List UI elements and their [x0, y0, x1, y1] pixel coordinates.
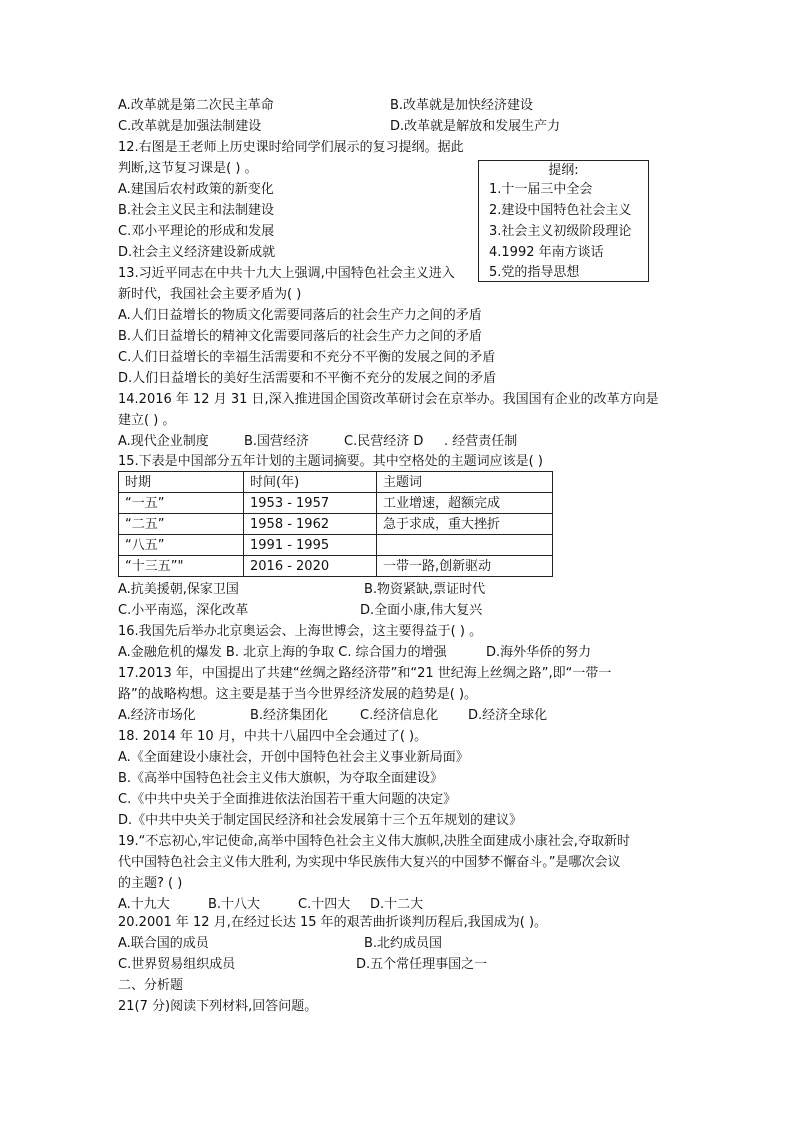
- table-cell: 1991 - 1995: [244, 535, 377, 556]
- q19-option-d: D.十二大: [370, 897, 424, 912]
- q15-stem: 15.下表是中国部分五年计划的主题词摘要。其中空格处的主题词应该是( ): [118, 454, 543, 469]
- q16-stem: 16.我国先后举办北京奥运会、上海世博会，这主要得益于( ) 。: [118, 624, 483, 639]
- q14-stem-line2: 建立( ) 。: [118, 413, 176, 428]
- q11-option-a: A.改革就是第二次民主革命: [118, 98, 274, 113]
- table-header-cell: 主题词: [377, 472, 553, 493]
- q14-option-d: . 经营责任制: [444, 434, 518, 449]
- q13-stem-line1: 13.习近平同志在中共十九大上强调,中国特色社会主义进入: [118, 266, 455, 281]
- q14-stem-line1: 14.2016 年 12 月 31 日,深入推进国企国资改革研讨会在京举办。我国国有企业的改革方向是: [118, 392, 659, 407]
- table-cell: 1953 - 1957: [244, 493, 377, 514]
- q19-stem-line3: 的主题? ( ): [118, 876, 183, 891]
- q16-options-abc: A.金融危机的爆发 B. 北京上海的争取 C. 综合国力的增强: [118, 645, 447, 660]
- q20-option-a: A.联合国的成员: [118, 936, 209, 951]
- q19-option-b: B.十八大: [208, 897, 261, 912]
- table-cell: “八五”: [119, 535, 244, 556]
- table-cell-blank: [377, 535, 553, 556]
- outline-item: 1.十一届三中全会: [489, 182, 593, 197]
- q12-option-a: A.建国后农村政策的新变化: [118, 182, 274, 197]
- q14-option-b: B.国营经济: [244, 434, 310, 449]
- q15-option-d: D.全面小康,伟大复兴: [360, 603, 483, 618]
- q12-option-b: B.社会主义民主和法制建设: [118, 203, 275, 218]
- table-cell: 急于求成，重大挫折: [377, 514, 553, 535]
- outline-item: 4.1992 年南方谈话: [489, 245, 604, 260]
- table-cell: 1958 - 1962: [244, 514, 377, 535]
- q18-option-b: B.《高举中国特色社会主义伟大旗帜，为夺取全面建设》: [118, 771, 444, 786]
- table-cell: 一带一路,创新驱动: [377, 556, 553, 577]
- outline-item: 3.社会主义初级阶段理论: [489, 224, 632, 239]
- q18-stem: 18. 2014 年 10 月，中共十八届四中全会通过了( )。: [118, 729, 428, 744]
- q20-option-c: C.世界贸易组织成员: [118, 957, 236, 972]
- q21-stem: 21(7 分)阅读下列材料,回答问题。: [118, 999, 318, 1014]
- q17-stem-line1: 17.2013 年，中国提出了共建“丝绸之路经济带”和“21 世纪海上丝绸之路”,即“一带一: [118, 666, 612, 681]
- q13-option-c: C.人们日益增长的幸福生活需要和不充分不平衡的发展之间的矛盾: [118, 350, 496, 365]
- outline-title: 提纲:: [548, 163, 579, 178]
- q20-stem: 20.2001 年 12 月,在经过长达 15 年的艰苦曲折谈判历程后,我国成为( )。: [118, 915, 548, 930]
- q12-option-c: C.邓小平理论的形成和发展: [118, 224, 275, 239]
- table-cell: 工业增速，超额完成: [377, 493, 553, 514]
- q17-stem-line2: 路”的战略构想。这主要是基于当今世界经济发展的趋势是( )。: [118, 687, 478, 702]
- q13-stem-line2: 新时代，我国社会主要矛盾为( ): [118, 287, 302, 302]
- q19-option-a: A.十九大: [118, 897, 170, 912]
- section-title: 二、分析题: [118, 978, 184, 993]
- q12-stem-line1: 12.右图是王老师上历史课时给同学们展示的复习提纲。据此: [118, 140, 464, 155]
- q20-option-b: B.北约成员国: [364, 936, 443, 951]
- q13-option-b: B.人们日益增长的精神文化需要同落后的社会生产力之间的矛盾: [118, 329, 483, 344]
- q11-option-c: C.改革就是加强法制建设: [118, 119, 262, 134]
- table-row: [119, 493, 553, 514]
- five-year-plan-table: [118, 471, 553, 577]
- review-outline-box: [478, 160, 649, 282]
- q15-option-a: A.抗美援朝,保家卫国: [118, 582, 239, 597]
- table-row: [119, 535, 553, 556]
- table-row: [119, 556, 553, 577]
- table-row: [119, 514, 553, 535]
- table-cell: 2016 - 2020: [244, 556, 377, 577]
- table-header-cell: 时间(年): [244, 472, 377, 493]
- q18-option-d: D.《中共中央关于制定国民经济和社会发展第十三个五年规划的建议》: [118, 813, 523, 828]
- q18-option-a: A.《全面建设小康社会，开创中国特色社会主义事业新局面》: [118, 750, 469, 765]
- q16-option-d: D.海外华侨的努力: [486, 645, 592, 660]
- q14-option-a: A.现代企业制度: [118, 434, 209, 449]
- q17-option-a: A.经济市场化: [118, 708, 196, 723]
- q18-option-c: C.《中共中央关于全面推进依法治国若干重大问题的决定》: [118, 792, 457, 807]
- q17-option-b: B.经济集团化: [250, 708, 329, 723]
- q15-option-c: C.小平南巡，深化改革: [118, 603, 249, 618]
- q19-stem-line2: 代中国特色社会主义伟大胜利, 为实现中华民族伟大复兴的中国梦不懈奋斗。”是哪次会议: [118, 855, 621, 870]
- q11-option-d: D.改革就是解放和发展生产力: [390, 119, 561, 134]
- q12-stem-line2: 判断,这节复习课是( ) 。: [118, 161, 258, 176]
- q11-option-b: B.改革就是加快经济建设: [390, 98, 534, 113]
- q19-stem-line1: 19.“不忘初心,牢记使命,高举中国特色社会主义伟大旗帜,决胜全面建成小康社会,夺取新时: [118, 834, 630, 849]
- q19-option-c: C.十四大: [298, 897, 351, 912]
- outline-item: 2.建设中国特色社会主义: [489, 203, 632, 218]
- q13-option-d: D.人们日益增长的美好生活需要和不平衡不充分的发展之间的矛盾: [118, 371, 497, 386]
- table-header-cell: 时期: [119, 472, 244, 493]
- q15-option-b: B.物资紧缺,票证时代: [364, 582, 486, 597]
- table-cell: “一五”: [119, 493, 244, 514]
- outline-item: 5.党的指导思想: [489, 265, 580, 280]
- q14-option-c: C.民营经济 D: [344, 434, 424, 449]
- q17-option-d: D.经济全球化: [468, 708, 548, 723]
- q13-option-a: A.人们日益增长的物质文化需要同落后的社会生产力之间的矛盾: [118, 308, 482, 323]
- table-header-row: [119, 472, 553, 493]
- q20-option-d: D.五个常任理事国之一: [356, 957, 488, 972]
- q12-option-d: D.社会主义经济建设新成就: [118, 245, 276, 260]
- q17-option-c: C.经济信息化: [360, 708, 439, 723]
- table-cell: “二五”: [119, 514, 244, 535]
- table-cell: “十三五”": [119, 556, 244, 577]
